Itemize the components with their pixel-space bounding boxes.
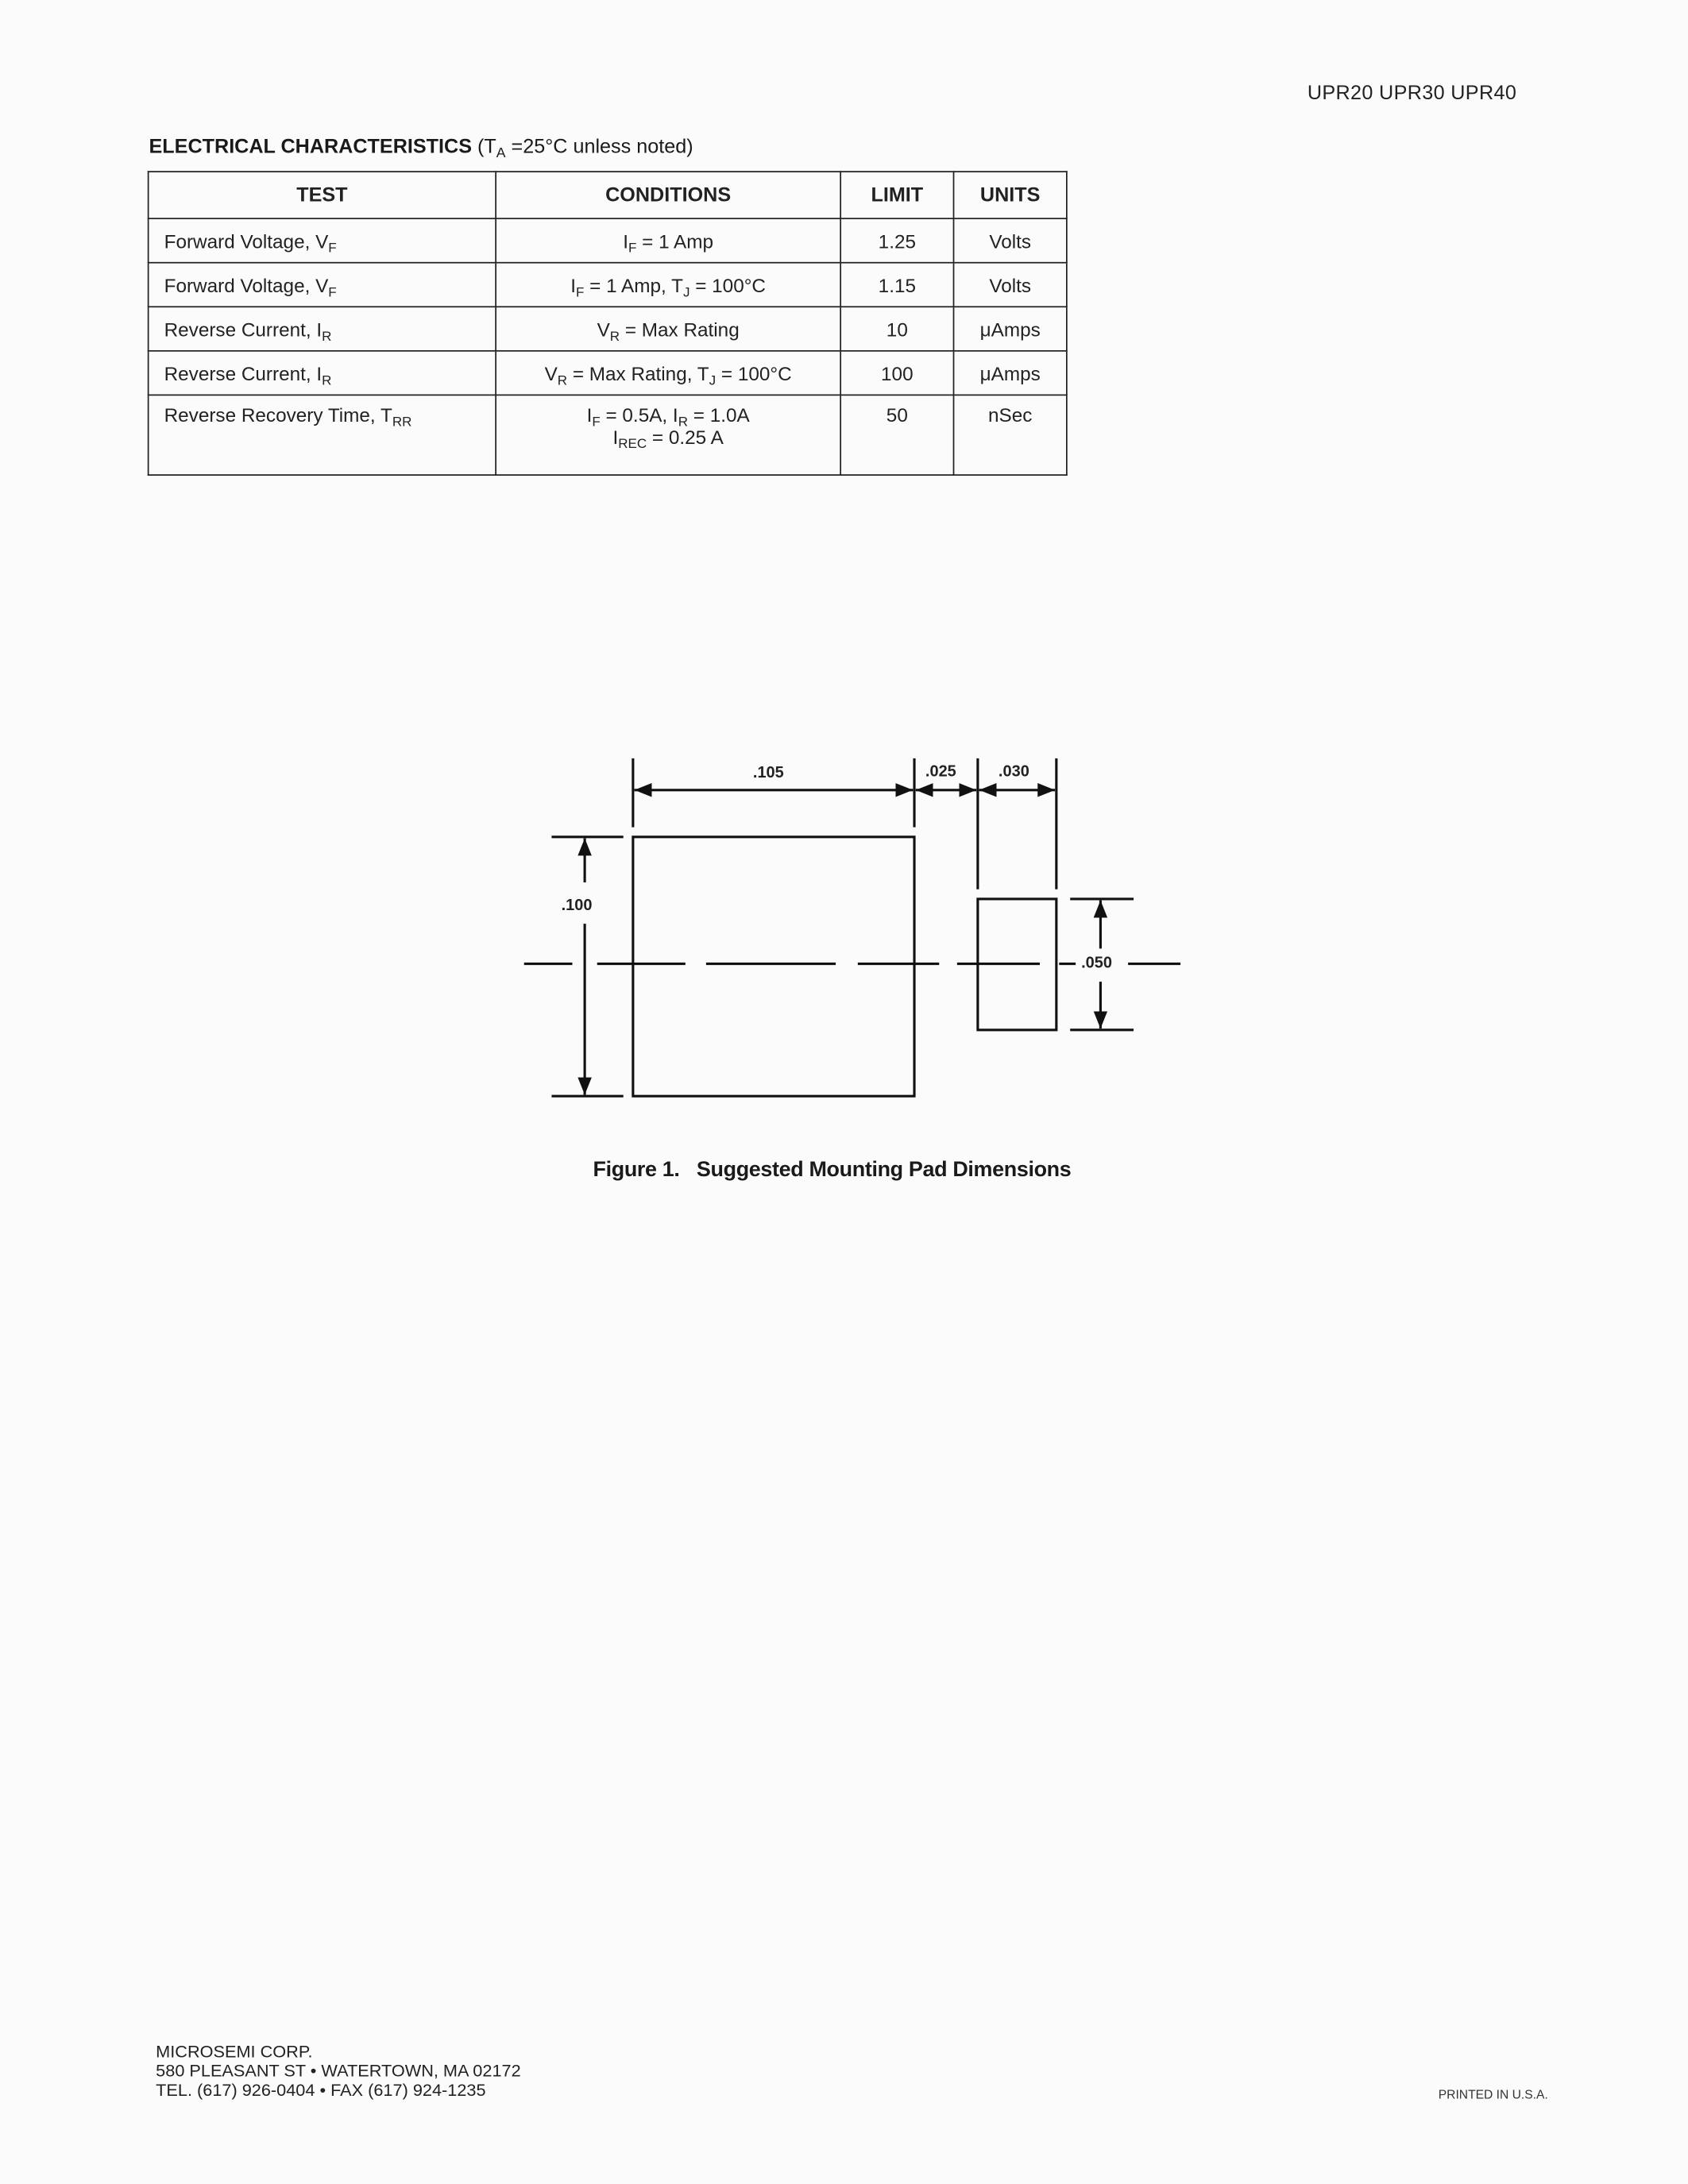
subscript-text: J xyxy=(709,372,717,388)
text-segment: Forward Voltage, V xyxy=(164,230,329,252)
text-segment: = 1.0A xyxy=(687,403,750,426)
text-segment: = 0.5A, I xyxy=(600,403,678,426)
dim-050-label: .050 xyxy=(1081,955,1112,972)
subscript-text: REC xyxy=(618,437,647,453)
company-footer xyxy=(156,2042,520,2100)
dim-025-label: .025 xyxy=(925,763,956,781)
dim-100-label: .100 xyxy=(561,897,593,915)
text-segment: = 1 Amp, T xyxy=(584,273,683,296)
text-segment: I xyxy=(623,230,629,252)
text-segment: = 0.25 A xyxy=(647,426,724,449)
dim-030-label: .030 xyxy=(998,763,1029,781)
units-cell: nSec xyxy=(954,395,1067,475)
subscript-text: F xyxy=(628,240,637,257)
subscript-text: A xyxy=(496,146,506,162)
dim-105-label: .105 xyxy=(752,765,784,782)
units-cell: μAmps xyxy=(954,307,1067,351)
figure-caption: Figure 1. Suggested Mounting Pad Dimensions xyxy=(593,1158,1072,1182)
part-numbers-header: UPR20 UPR30 UPR40 xyxy=(1307,83,1517,105)
text-segment: = Max Rating xyxy=(620,318,740,340)
company-address: 580 PLEASANT ST • WATERTOWN, MA 02172 xyxy=(156,2061,521,2081)
subscript-text: F xyxy=(576,284,585,300)
subscript-text: F xyxy=(328,240,337,257)
extension-lines xyxy=(551,758,1134,1096)
large-pad xyxy=(633,837,914,1096)
limit-cell: 10 xyxy=(840,307,953,351)
limit-cell: 1.15 xyxy=(840,263,953,307)
text-segment: V xyxy=(544,361,558,384)
subscript-text: R xyxy=(322,329,332,345)
units-cell: Volts xyxy=(954,218,1067,263)
text-segment: = Max Rating, T xyxy=(567,361,709,384)
limit-cell: 1.25 xyxy=(840,218,953,263)
title-bold: ELECTRICAL CHARACTERISTICS xyxy=(149,136,473,159)
text-segment: V xyxy=(597,318,610,340)
subscript-text: F xyxy=(592,415,601,430)
col-limit: LIMIT xyxy=(840,172,953,218)
limit-cell: 100 xyxy=(840,351,953,396)
subscript-text: R xyxy=(609,329,620,345)
text-segment: Reverse Current, I xyxy=(164,318,323,340)
units-cell: μAmps xyxy=(954,351,1067,396)
subscript-text: F xyxy=(328,284,337,300)
subscript-text: RR xyxy=(392,415,412,430)
text-segment: Reverse Current, I xyxy=(164,361,323,384)
units-cell: Volts xyxy=(954,263,1067,307)
text-segment: =25°C unless noted) xyxy=(505,136,693,159)
company-phone: TEL. (617) 926-0404 • FAX (617) 924-1235 xyxy=(156,2080,486,2101)
subscript-text: R xyxy=(322,372,332,388)
printed-in-usa: PRINTED IN U.S.A. xyxy=(1438,2087,1548,2101)
col-conditions: CONDITIONS xyxy=(496,172,840,218)
text-segment: I xyxy=(570,273,577,296)
subscript-text: R xyxy=(557,372,568,388)
text-segment: = 1 Amp xyxy=(636,230,714,252)
col-units: UNITS xyxy=(954,172,1067,218)
col-test: TEST xyxy=(149,172,496,218)
company-name: MICROSEMI CORP. xyxy=(156,2042,313,2062)
limit-cell: 50 xyxy=(840,395,953,475)
text-segment: Forward Voltage, V xyxy=(164,273,329,296)
text-segment: = 100°C xyxy=(689,273,766,296)
subscript-text: J xyxy=(682,284,690,300)
text-segment: Reverse Recovery Time, T xyxy=(164,403,392,426)
text-segment: I xyxy=(586,403,593,426)
text-segment: I xyxy=(612,426,619,449)
subscript-text: R xyxy=(678,415,688,430)
text-segment: = 100°C xyxy=(716,361,792,384)
text-segment: (T xyxy=(477,136,496,159)
